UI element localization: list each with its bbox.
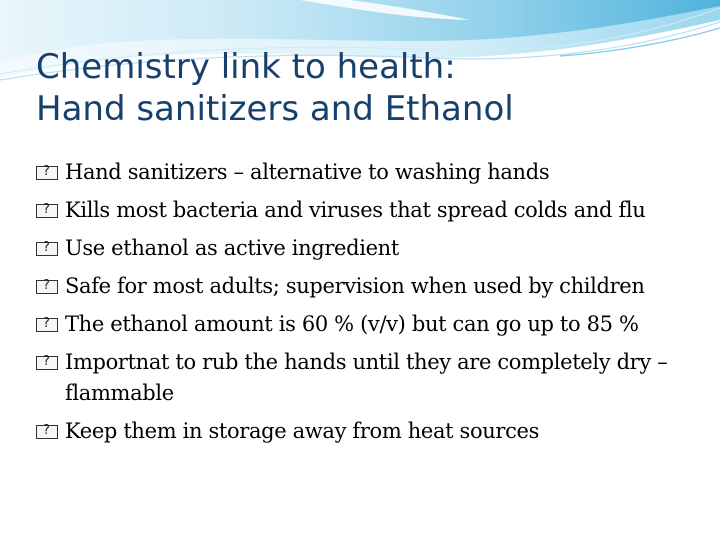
missing-glyph-box-icon [36, 241, 60, 257]
bullet-text: Safe for most adults; supervision when used by children [65, 274, 645, 298]
title-line-1: Chemistry link to health: [36, 47, 456, 87]
bullet-item [36, 309, 682, 340]
bullet-list [36, 157, 682, 454]
missing-glyph-box-icon [36, 424, 60, 440]
bullet-item [36, 271, 682, 302]
missing-glyph-box-icon [36, 317, 60, 333]
slide-title [36, 46, 696, 130]
bullet-text: Importnat to rub the hands until they are completely dry – flammable [65, 350, 668, 405]
bullet-item [36, 195, 682, 226]
title-line-2: Hand sanitizers and Ethanol [36, 89, 514, 129]
bullet-text: Kills most bacteria and viruses that spread colds and flu [65, 198, 646, 222]
missing-glyph-box-icon [36, 279, 60, 295]
bullet-item [36, 233, 682, 264]
bullet-item [36, 157, 682, 188]
bullet-text: Keep them in storage away from heat sources [65, 419, 540, 443]
bullet-text: Use ethanol as active ingredient [65, 236, 399, 260]
bullet-item [36, 416, 682, 447]
missing-glyph-box-icon [36, 165, 60, 181]
bullet-text: The ethanol amount is 60 % (v/v) but can go up to 85 % [65, 312, 639, 336]
missing-glyph-box-icon [36, 203, 60, 219]
missing-glyph-box-icon [36, 355, 60, 371]
bullet-item [36, 347, 682, 409]
bullet-text: Hand sanitizers – alternative to washing hands [65, 160, 550, 184]
